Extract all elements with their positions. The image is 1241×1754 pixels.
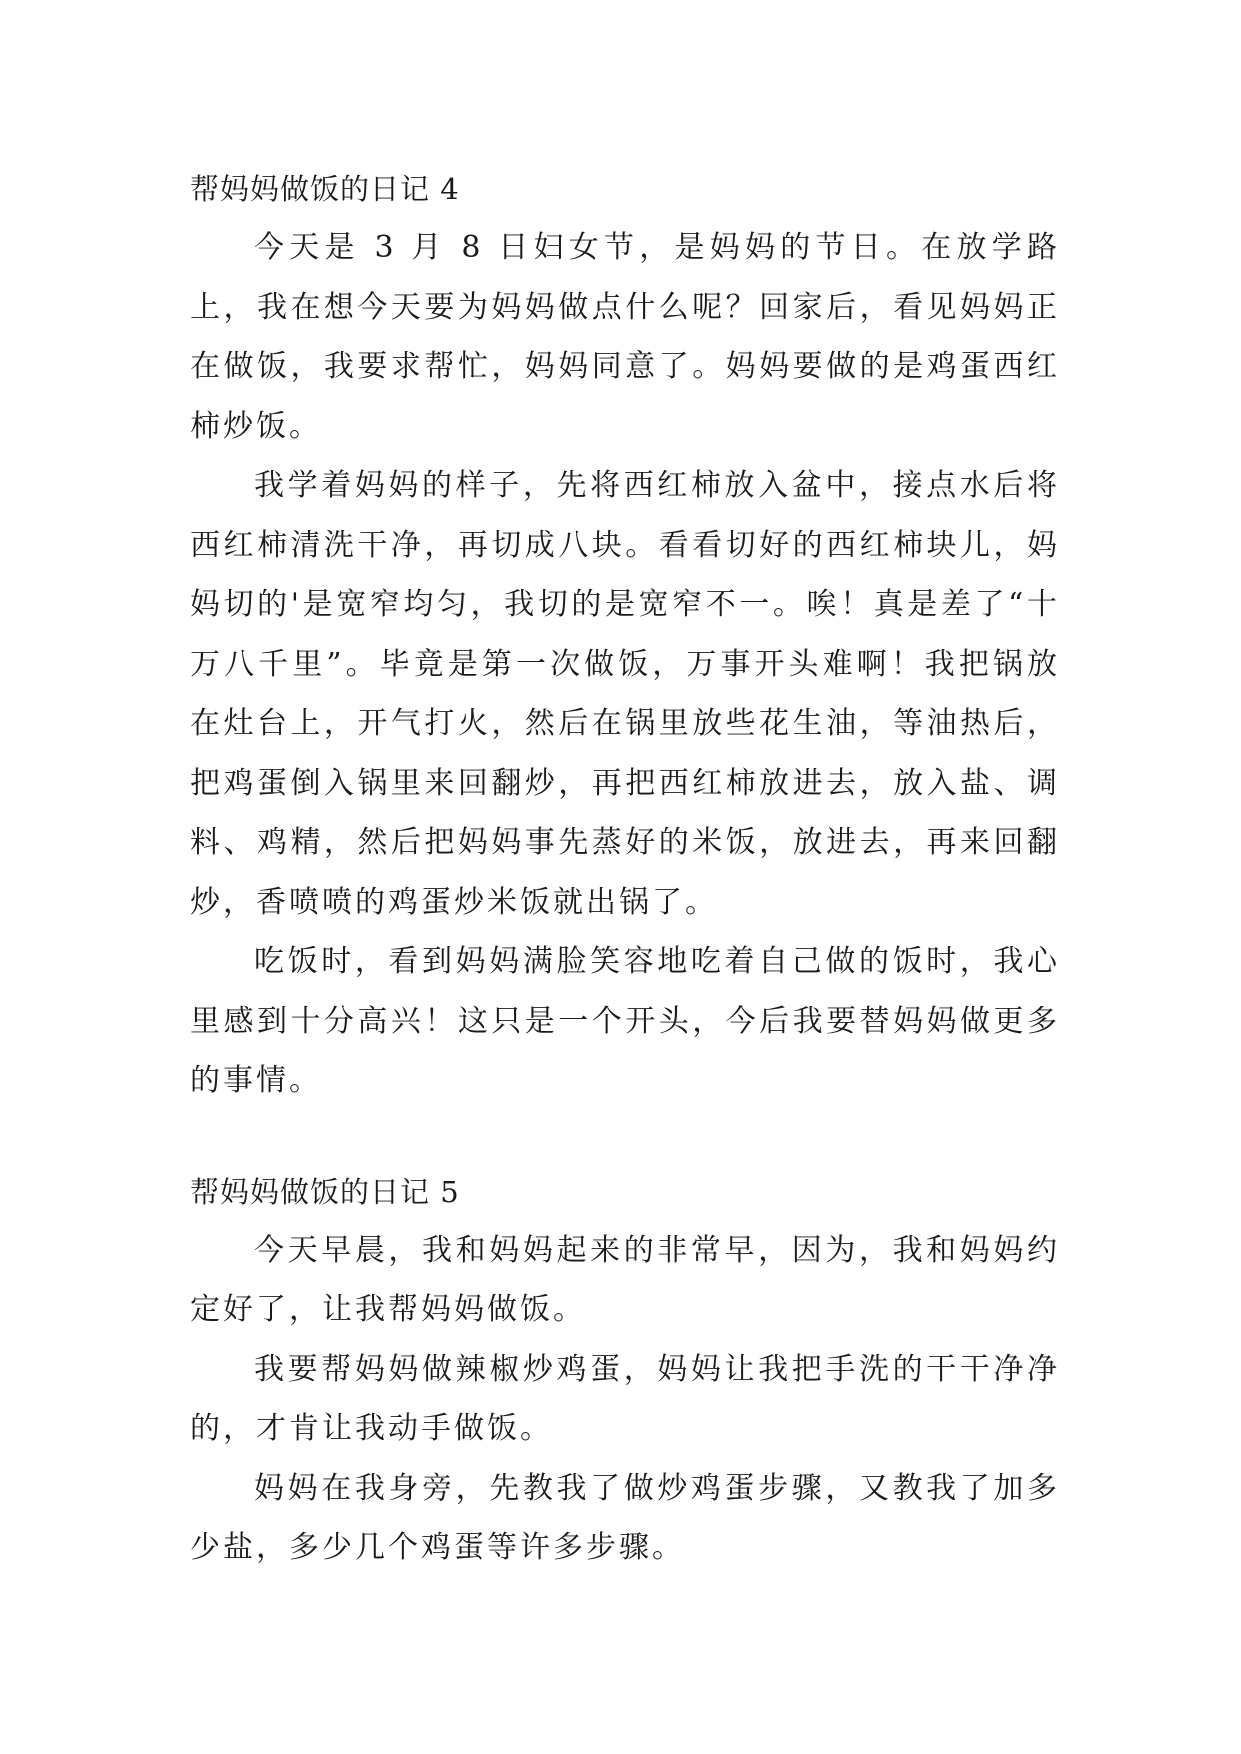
- section-spacer: [190, 1111, 1060, 1163]
- document-body: [190, 160, 1060, 1578]
- paragraph: 我要帮妈妈做辣椒炒鸡蛋，妈妈让我把手洗的干干净净的，才肯让我动手做饭。: [190, 1351, 1060, 1446]
- paragraph: 今天早晨，我和妈妈起来的非常早，因为，我和妈妈约定好了，让我帮妈妈做饭。: [190, 1232, 1060, 1327]
- paragraph: 我学着妈妈的样子，先将西红柿放入盆中，接点水后将西红柿清洗干净，再切成八块。看看切好的西红柿块儿，妈妈切的'是宽窄均匀，我切的是宽窄不一。唉！真是差了“十万八千里”。毕竟是第一次做饭，万事开头难啊！我把锅放在灶台上，开气打火，然后在锅里放些花生油，等油热后，把鸡蛋倒入锅里来回翻炒，再把西红柿放进去，放入盐、调料、鸡精，然后把妈妈事先蒸好的米饭，放进去，再来回翻炒，香喷喷的鸡蛋炒米饭就出锅了。: [190, 468, 1060, 920]
- section-title: 帮妈妈做饭的日记 4: [190, 172, 460, 206]
- section-title: 帮妈妈做饭的日记 5: [190, 1174, 460, 1209]
- paragraph: 妈妈在我身旁，先教我了做炒鸡蛋步骤，又教我了加多少盐，多少几个鸡蛋等许多步骤。: [190, 1470, 1060, 1565]
- paragraph: 吃饭时，看到妈妈满脸笑容地吃着自己做的饭时，我心里感到十分高兴！这只是一个开头，今后我要替妈妈做更多的事情。: [190, 944, 1060, 1098]
- paragraph: 今天是 3 月 8 日妇女节，是妈妈的节日。在放学路上，我在想今天要为妈妈做点什么呢？回家后，看见妈妈正在做饭，我要求帮忙，妈妈同意了。妈妈要做的是鸡蛋西红柿炒饭。: [190, 230, 1060, 444]
